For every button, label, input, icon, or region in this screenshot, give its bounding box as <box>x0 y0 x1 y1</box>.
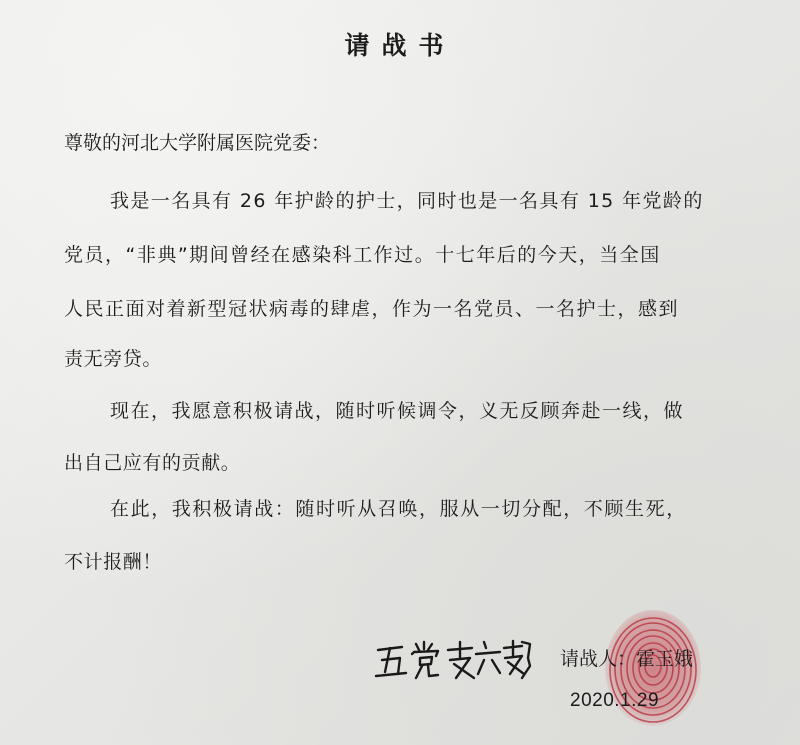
body-line: 在此，我积极请战：随时听从召唤，服从一切分配，不顾生死， <box>110 498 687 520</box>
signer-label: 请战人：霍玉娥 <box>560 648 694 670</box>
body-line: 现在，我愿意积极请战，随时听候调令，义无反顾奔赴一线，做 <box>110 400 685 422</box>
body-line: 不计报酬！ <box>64 551 163 573</box>
body-line: 我是一名具有 26 年护龄的护士，同时也是一名具有 15 年党龄的 <box>110 190 704 212</box>
body-line: 责无旁贷。 <box>64 348 163 370</box>
body-line: 人民正面对着新型冠状病毒的肆虐，作为一名党员、一名护士，感到 <box>64 298 680 320</box>
body-line: 出自己应有的贡献。 <box>64 452 241 474</box>
handwritten-signature <box>372 636 532 686</box>
document-title: 请战书 <box>344 31 456 60</box>
salutation: 尊敬的河北大学附属医院党委： <box>64 132 331 154</box>
body-line: 党员，“非典”期间曾经在感染科工作过。十七年后的今天，当全国 <box>64 244 661 266</box>
signature-date: 2020.1.29 <box>570 690 660 711</box>
